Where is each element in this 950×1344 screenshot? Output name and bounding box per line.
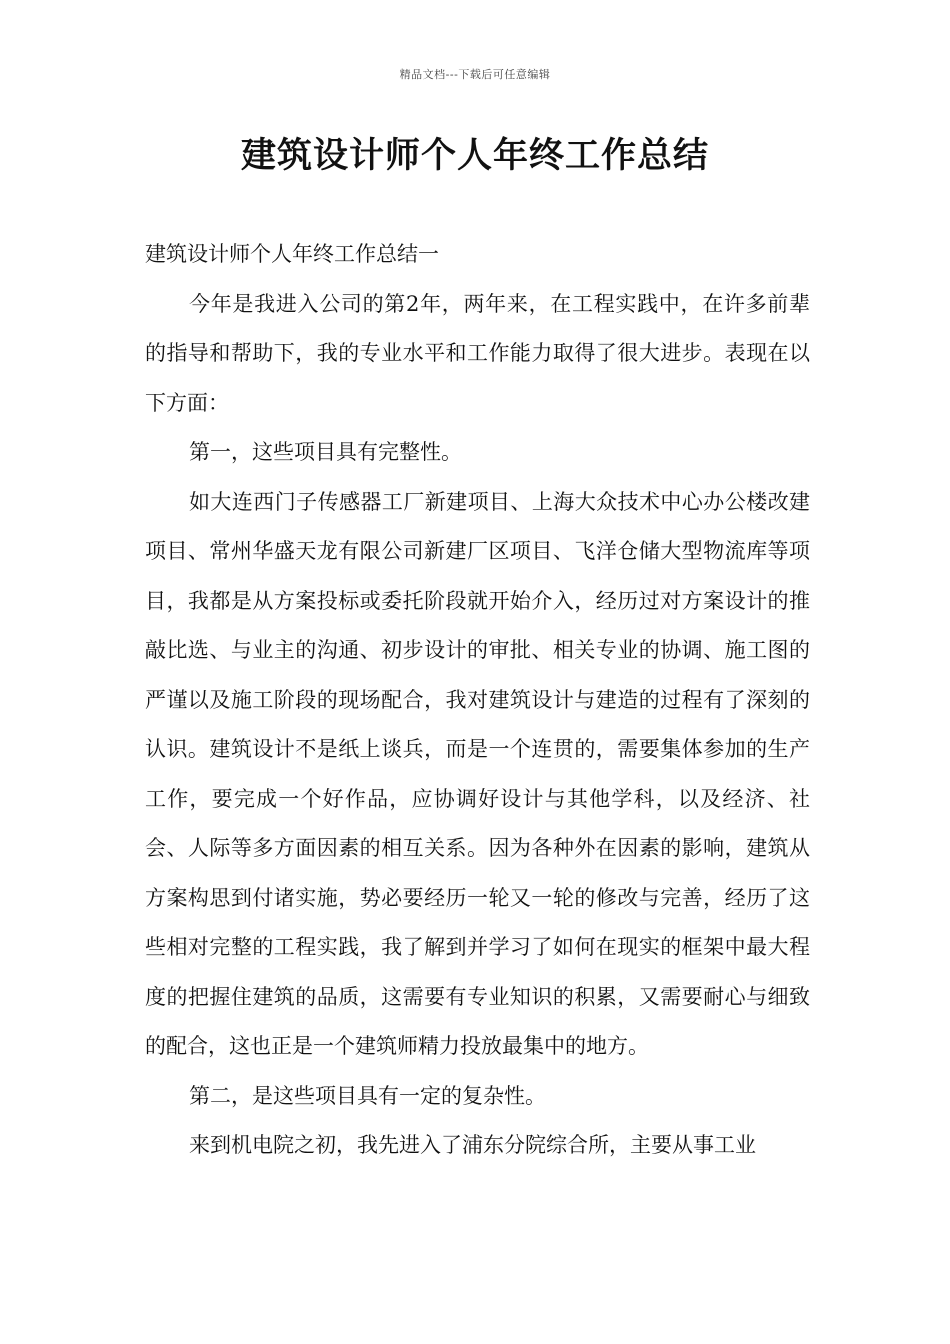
paragraph-point-one: 第一，这些项目具有完整性。 [189,440,462,464]
paragraph-point-two: 第二，是这些项目具有一定的复杂性。 [189,1083,546,1108]
header-note: 精品文档---下载后可任意编辑 [399,68,551,81]
document-title: 建筑设计师个人年终工作总结 [240,135,709,176]
paragraph-intro: 今年是我进入公司的第2年，两年来，在工程实践中，在许多前辈的指导和帮助下，我的专业水平和工作能力取得了很大进步。表现在以下方面： [145,291,810,415]
paragraph-projects: 如大连西门子传感器工厂新建项目、上海大众技术中心办公楼改建项目、常州华盛天龙有限公司新建厂区项目、飞洋仓储大型物流库等项目，我都是从方案投标或委托阶段就开始介入，经历过对方案设计的推敲比选、与业主的沟通、初步设计的审批、相关专业的协调、施工图的严谨以及施工阶段的现场配合，我对建筑设计与建造的过程有了深刻的认识。建筑设计不是纸上谈兵，而是一个连贯的，需要集体参加的生产工作，要完成一个好作品，应协调好设计与其他学科，以及经济、社会、人际等多方面因素的相互关系。因为各种外在因素的影响，建筑从方案构思到付诸实施，势必要经历一轮又一轮的修改与完善，经历了这些相对完整的工程实践，我了解到并学习了如何在现实的框架中最大程度的把握住建筑的品质，这需要有专业知识的积累，又需要耐心与细致的配合，这也正是一个建筑师精力投放最集中的地方。 [145,489,810,1058]
paragraph-continuation: 来到机电院之初，我先进入了浦东分院综合所，主要从事工业 [189,1133,756,1157]
document-body [145,230,810,1171]
section-heading: 建筑设计师个人年终工作总结一 [145,242,439,266]
